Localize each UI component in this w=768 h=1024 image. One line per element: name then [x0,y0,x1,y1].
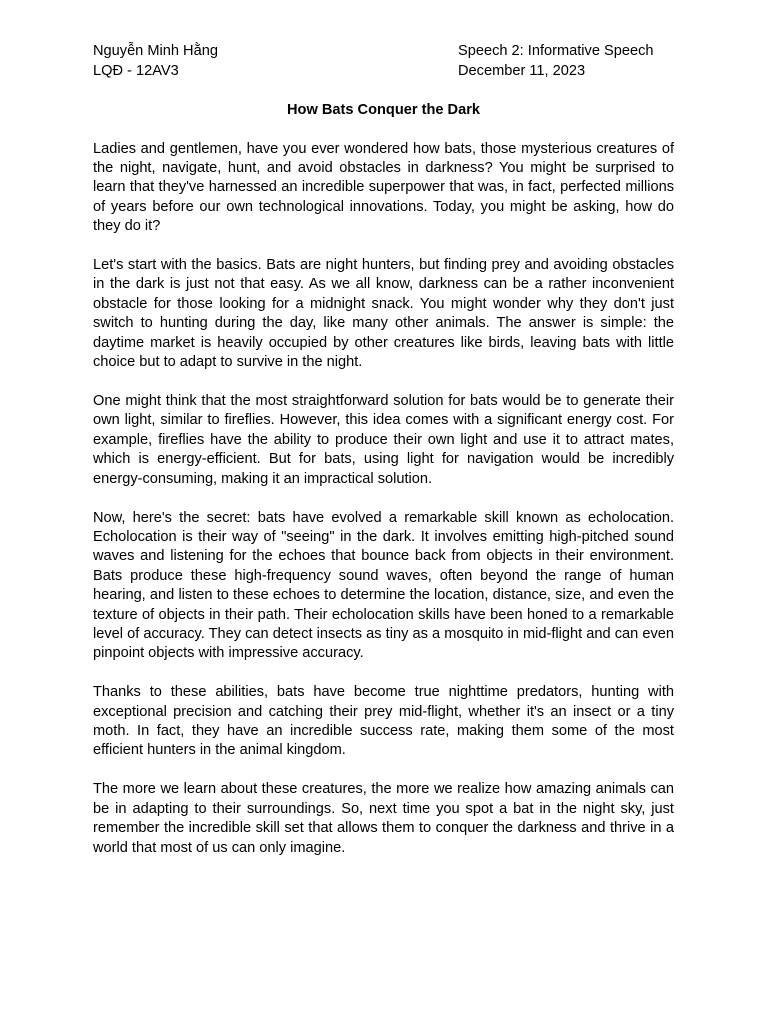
author-name: Nguyễn Minh Hằng [93,43,218,59]
document-header [93,42,674,81]
paragraph-intro: Ladies and gentlemen, have you ever wondered how bats, those mysterious creatures of the night, navigate, hunt, and avoid obstacles in darkness? You might be surprised to learn that they've harnessed an incredible superpower that was, in fact, perfected millions of years before our own technological innovations. Today, you might be asking, how do they do it? [93,140,674,235]
document-title: How Bats Conquer the Dark [287,102,480,118]
header-left [93,42,218,81]
document-body [93,140,674,859]
paragraph-echolocation: Now, here's the secret: bats have evolved a remarkable skill known as echolocation. Echolocation is their way of "seeing" in the dark. It involves emitting high-pitched sound waves and listening for the echoes that bounce back from objects in their environment. Bats produce these high-frequency sound waves, often beyond the range of human hearing, and listen to these echoes to determine the location, distance, size, and even the texture of objects in their path. Their echolocation skills have been honed to a remarkable level of accuracy. They can detect insects as tiny as a mosquito in mid-flight and can even pinpoint objects with impressive accuracy. [93,509,674,662]
paragraph-basics: Let's start with the basics. Bats are night hunters, but finding prey and avoiding obstacles in the dark is just not that easy. As we all know, darkness can be a rather inconvenient obstacle for those looking for a midnight snack. You might wonder why they don't just switch to hunting during the day, like many other animals. The answer is simple: the daytime market is heavily occupied by other creatures like birds, leaving bats with little choice but to adapt to survive in the night. [93,257,674,371]
paragraph-light: One might think that the most straightforward solution for bats would be to generate their own light, similar to fireflies. However, this idea comes with a significant energy cost. For example, fireflies have the ability to produce their own light and use it to attract mates, which is energy-efficient. But for bats, using light for navigation would be incredibly energy-consuming, making it an impractical solution. [93,392,674,487]
paragraph-predators: Thanks to these abilities, bats have become true nighttime predators, hunting with exceptional precision and catching their prey mid-flight, whether it's an insect or a tiny moth. In fact, they have an incredible success rate, making them some of the most efficient hunters in the animal kingdom. [93,684,674,759]
document-date: December 11, 2023 [458,62,586,79]
assignment-name: Speech 2: Informative Speech [458,43,654,59]
class-code: LQĐ - 12AV3 [93,62,179,79]
paragraph-conclusion: The more we learn about these creatures, the more we realize how amazing animals can be in adapting to their surroundings. So, next time you spot a bat in the night sky, just remember the incredible skill set that allows them to conquer the darkness and thrive in a world that most of us can only imagine. [93,781,674,856]
header-right [458,42,674,81]
